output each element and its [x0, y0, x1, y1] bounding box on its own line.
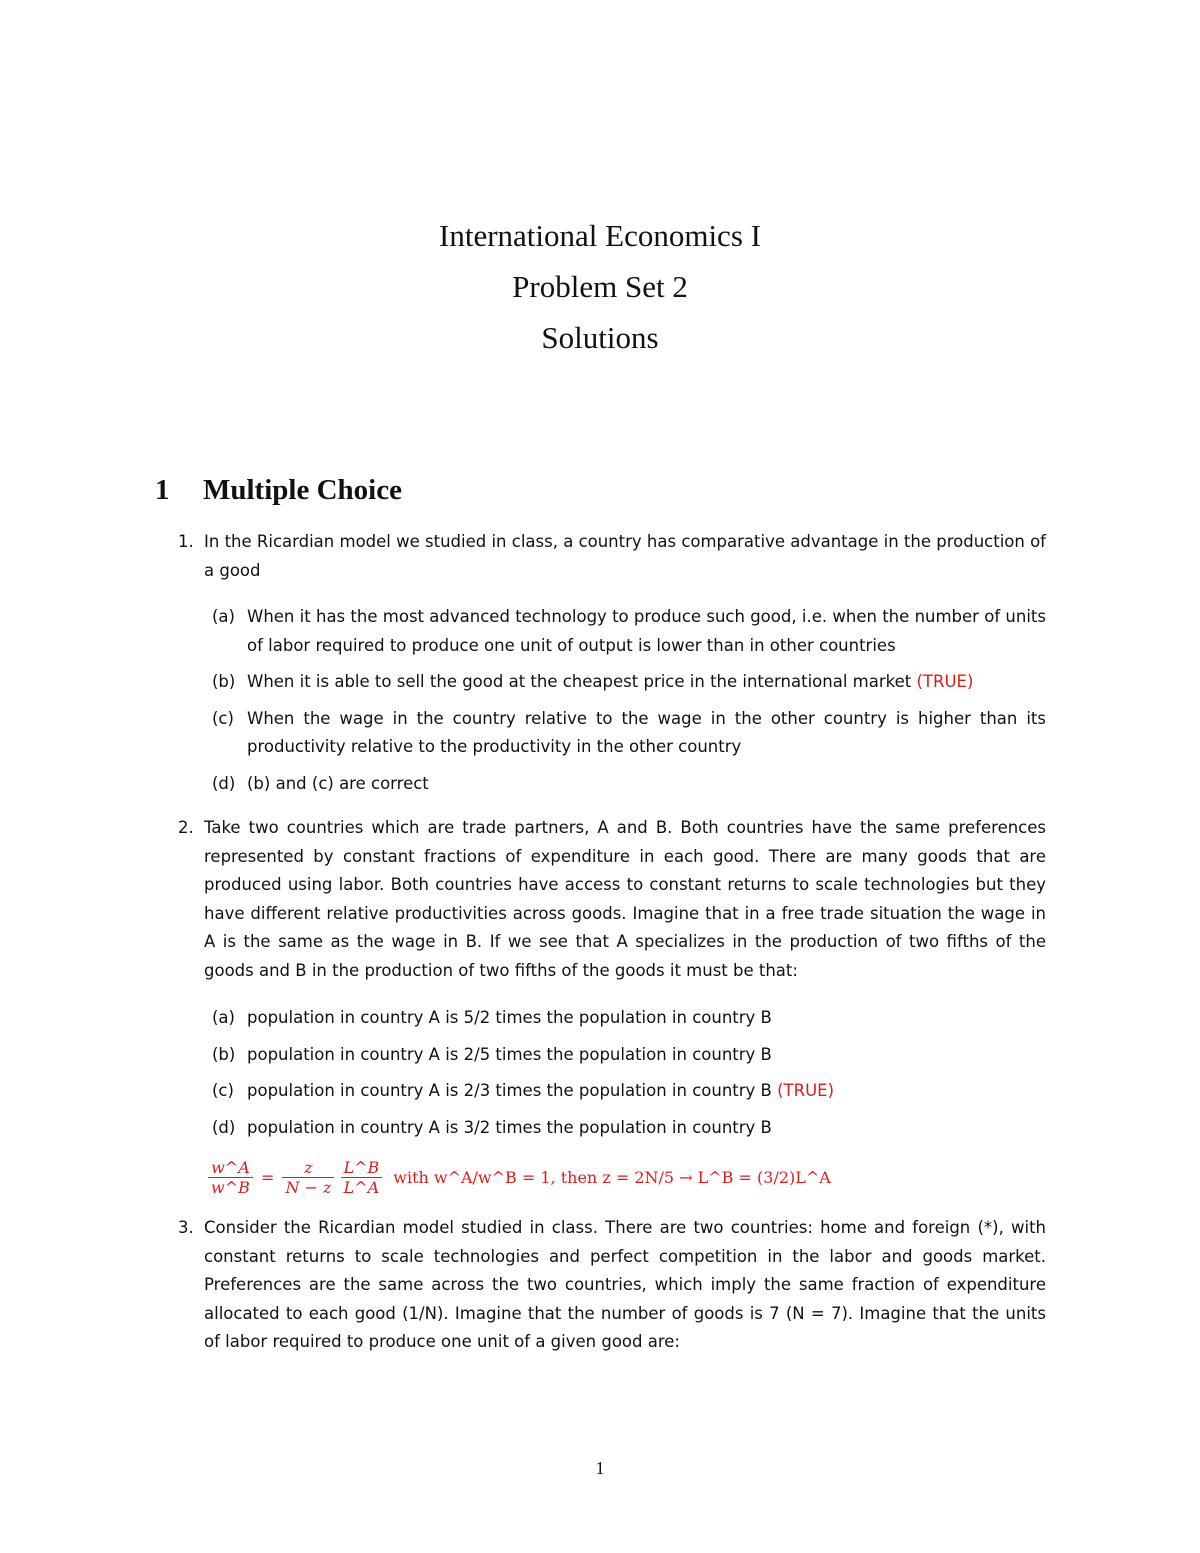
option-text: population in country A is 5/2 times the population in country B	[247, 1008, 772, 1027]
document-title	[0, 210, 1200, 363]
equals-sign: =	[255, 1167, 280, 1187]
question-text: Take two countries which are trade partners, A and B. Both countries have the same preferences represented by constant fractions of expenditure in each good. There are many goods that are produced using labor. Both countries have access to constant returns to scale technologies but they have different relative productivities across goods. Imagine that in a free trade situation the wage in A is the same as the wage in B. If we see that A specializes in the production of two fifths of the goods and B in the production of two fifths of the goods it must be that:	[204, 818, 1046, 980]
true-marker: (TRUE)	[777, 1081, 835, 1100]
option-d	[212, 1114, 1046, 1143]
title-solutions: Solutions	[541, 320, 659, 355]
fraction-wage-ratio	[208, 1158, 253, 1197]
option-text: population in country A is 3/2 times the population in country B	[247, 1117, 772, 1137]
option-label: (d)	[212, 773, 236, 793]
option-label: (b)	[212, 672, 236, 691]
fraction-goods-ratio	[282, 1158, 334, 1197]
option-a	[212, 1004, 1046, 1033]
fraction-denominator: L^A	[341, 1177, 383, 1197]
question-text: In the Ricardian model we studied in class, a country has comparative advantage in the production of a good	[204, 532, 1046, 580]
option-a	[212, 603, 1046, 660]
question-3	[178, 1214, 1046, 1357]
option-text: When it is able to sell the good at the cheapest price in the international market	[247, 672, 912, 691]
question-number: 2.	[178, 818, 194, 837]
question-2-options	[212, 1004, 1046, 1150]
question-2	[178, 814, 1046, 985]
option-c	[212, 1077, 1046, 1106]
fraction-denominator: N − z	[282, 1177, 334, 1197]
solution-formula	[205, 1152, 831, 1202]
section-title: Multiple Choice	[203, 474, 402, 506]
option-d	[212, 770, 1046, 799]
option-text: population in country A is 2/5 times the population in country B	[247, 1044, 772, 1064]
option-b	[212, 1041, 1046, 1070]
option-b	[212, 668, 1046, 697]
title-course: International Economics I	[439, 218, 761, 253]
question-text: Consider the Ricardian model studied in class. There are two countries: home and foreign (*), with constant returns to scale technologies and perfect competition in the labor and goods market. Preferences are the same across the two countries, which imply the same fraction of expenditure allocated to each good (1/N). Imagine that the number of goods is 7 (N = 7). Imagine that the units of labor required to produce one unit of a given good are:	[204, 1218, 1046, 1351]
question-number: 1.	[178, 532, 194, 551]
option-label: (a)	[212, 1008, 235, 1027]
option-text: (b) and (c) are correct	[247, 773, 429, 793]
section-number: 1	[155, 474, 170, 506]
option-text: population in country A is 2/3 times the population in country B	[247, 1081, 772, 1100]
fraction-denominator: w^B	[208, 1177, 253, 1197]
formula-conclusion: with w^A/w^B = 1, then z = 2N/5 → L^B = (3/2)L^A	[393, 1167, 831, 1187]
option-label: (d)	[212, 1117, 236, 1137]
option-label: (a)	[212, 607, 235, 626]
title-problem-set: Problem Set 2	[512, 269, 688, 304]
question-1-options	[212, 603, 1046, 806]
question-number: 3.	[178, 1218, 194, 1237]
true-marker: (TRUE)	[916, 672, 974, 691]
section-heading	[155, 470, 402, 510]
option-label: (c)	[212, 708, 234, 728]
option-c	[212, 705, 1046, 762]
fraction-numerator: L^B	[343, 1157, 380, 1177]
option-label: (c)	[212, 1081, 234, 1100]
fraction-numerator: w^A	[211, 1157, 250, 1177]
option-label: (b)	[212, 1044, 236, 1064]
option-text: When the wage in the country relative to the wage in the other country is higher than its productivity relative to the productivity in the other country	[247, 708, 1046, 756]
fraction-labor-ratio	[340, 1158, 382, 1197]
option-text: When it has the most advanced technology to produce such good, i.e. when the number of units of labor required to produce one unit of output is lower than in other countries	[247, 607, 1046, 655]
fraction-numerator: z	[304, 1157, 313, 1177]
question-1	[178, 528, 1046, 585]
page-number: 1	[595, 1458, 605, 1478]
